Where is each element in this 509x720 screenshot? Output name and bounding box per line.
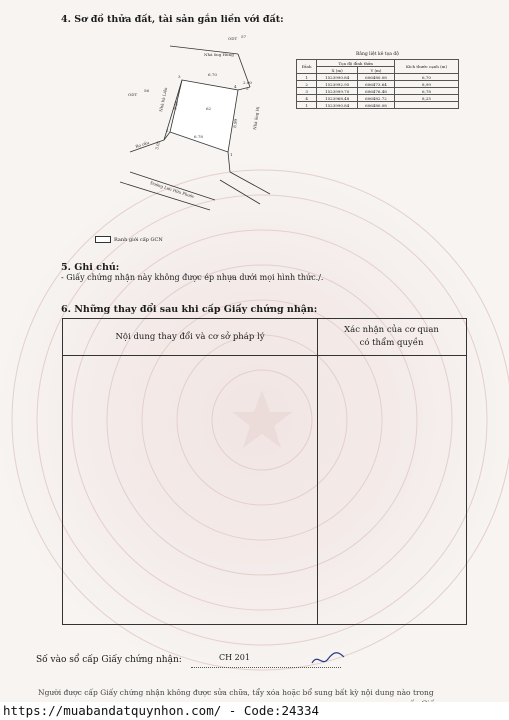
- table-row: 4 1523968.48 606482.72 8,25: [297, 95, 459, 102]
- signature-mark: [308, 649, 348, 669]
- table-row: 1 1523990.84 606480.08 6,70: [297, 74, 459, 81]
- changes-table: [62, 318, 467, 625]
- col-group: Tọa độ đỉnh thửa: [317, 60, 395, 67]
- map-legend: [95, 236, 163, 243]
- point-label: 1: [230, 152, 233, 157]
- table-row: 3 1523999.70 606476.48 6,78: [297, 88, 459, 95]
- road-label: Đường Lưu Hữu Phước: [149, 180, 196, 200]
- parcel-boundary: [170, 80, 238, 152]
- point-label: 2: [166, 128, 169, 133]
- point-label: 5: [246, 86, 249, 91]
- len-small: 2.00: [243, 80, 252, 85]
- len-left: 8.25: [172, 100, 180, 111]
- col-point: Đỉnh: [297, 60, 317, 74]
- road-left-label: Rọ cầu: [134, 139, 150, 149]
- odt-top-label: ODT: [228, 36, 238, 41]
- section5-note: - Giấy chứng nhận này không được ép nhựa dưới mọi hình thức./.: [61, 273, 324, 282]
- odt-left-no: 56: [144, 88, 150, 93]
- changes-col-confirm: Xác nhận của cơ quan có thẩm quyền: [344, 325, 439, 348]
- changes-col-content: Nội dung thay đổi và cơ sở pháp lý: [115, 332, 265, 342]
- section6-title: 6. Những thay đổi sau khi cấp Giấy chứng nhận:: [61, 304, 318, 315]
- owner-right-label: Nhà ông Hi: [252, 106, 261, 131]
- coordinate-table-caption: Bảng liệt kê tọa độ: [355, 52, 400, 57]
- point-label: 3: [178, 74, 181, 79]
- footer-warning: Người được cấp Giấy chứng nhận không được sửa chữa, tẩy xóa hoặc bổ sung bất kỳ nội dung nào trong: [38, 688, 434, 697]
- col-x: X (m): [317, 67, 358, 74]
- len-bottom: 6.78: [194, 134, 203, 139]
- len-top: 6.70: [208, 72, 217, 77]
- table-row: 1 1523990.84 606480.08: [297, 102, 459, 109]
- section4-title: 4. Sơ đồ thửa đất, tài sản gắn liền với đất:: [61, 14, 284, 25]
- register-number: [36, 653, 250, 665]
- owner-left-label: Nhà bà Liên: [158, 86, 169, 113]
- col-len: Kích thước cạnh (m): [395, 60, 459, 74]
- len-right: 8.99: [232, 118, 239, 129]
- len-small2: 3.05: [154, 140, 162, 151]
- changes-table-header: [63, 319, 466, 356]
- parcel-sketch: [110, 32, 280, 232]
- parcel-no: 62: [206, 106, 212, 111]
- watermark-url: https://muabandatquynhon.com/ - Code:24334: [0, 702, 509, 720]
- column-divider: [317, 319, 318, 624]
- legend-swatch: [95, 236, 111, 243]
- legend-label: Ranh giới cấp GCN: [114, 237, 163, 243]
- register-value: CH 201: [219, 653, 250, 662]
- col-y: Y (m): [357, 67, 394, 74]
- odt-top-no: 57: [241, 34, 247, 39]
- coordinate-table: [296, 52, 459, 109]
- point-label: 4: [234, 84, 237, 89]
- section5-title: 5. Ghi chú:: [61, 262, 120, 273]
- owner-top-label: Nhà ông Hùng: [204, 52, 234, 57]
- odt-left-label: ODT: [128, 92, 138, 97]
- register-label: Số vào sổ cấp Giấy chứng nhận:: [36, 655, 182, 665]
- table-row: 2 1523992.95 606473.64 8,99: [297, 81, 459, 88]
